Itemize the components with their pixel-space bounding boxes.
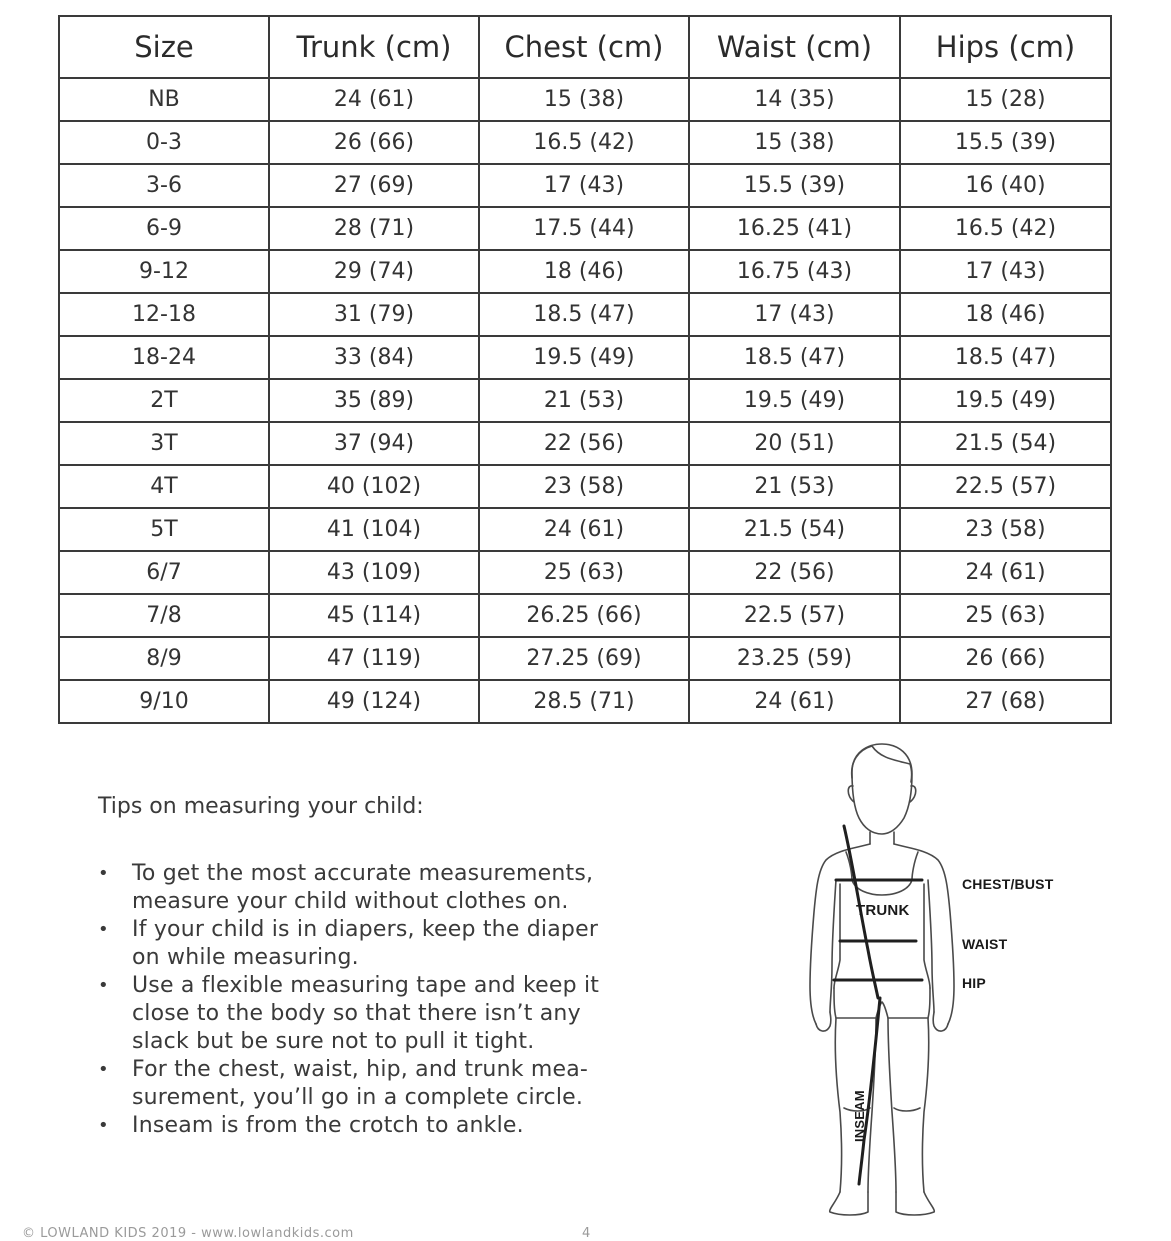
measurement-cell: 43 (109) — [269, 551, 479, 594]
measurement-cell: 19.5 (49) — [900, 379, 1111, 422]
table-row — [59, 465, 1111, 508]
size-cell: NB — [59, 78, 269, 121]
measurement-cell: 17 (43) — [689, 293, 900, 336]
measurement-cell: 23.25 (59) — [689, 637, 900, 680]
measurement-cell: 20 (51) — [689, 422, 900, 465]
measurement-cell: 47 (119) — [269, 637, 479, 680]
size-cell: 0-3 — [59, 121, 269, 164]
measurement-cell: 22 (56) — [689, 551, 900, 594]
measurement-cell: 17 (43) — [479, 164, 689, 207]
header-chest: Chest (cm) — [479, 16, 689, 78]
measurement-cell: 21 (53) — [479, 379, 689, 422]
measurement-cell: 24 (61) — [900, 551, 1111, 594]
measurement-diagram — [760, 740, 1120, 1220]
measurement-cell: 21.5 (54) — [900, 422, 1111, 465]
measurement-cell: 16.75 (43) — [689, 250, 900, 293]
measurement-cell: 18.5 (47) — [900, 336, 1111, 379]
size-chart-header — [59, 16, 1111, 78]
measurement-cell: 19.5 (49) — [479, 336, 689, 379]
chest-bust-label: CHEST/BUST — [962, 876, 1054, 892]
measurement-cell: 24 (61) — [269, 78, 479, 121]
tip-item — [98, 1112, 638, 1140]
tip-line: Use a flexible measuring tape and keep it — [132, 973, 600, 998]
header-hips: Hips (cm) — [900, 16, 1111, 78]
table-row — [59, 680, 1111, 723]
size-cell: 5T — [59, 508, 269, 551]
tip-item — [98, 972, 638, 1056]
footer-copyright: © LOWLAND KIDS 2019 - www.lowlandkids.com — [22, 1226, 354, 1241]
measurement-cell: 15.5 (39) — [900, 121, 1111, 164]
measurement-cell: 26.25 (66) — [479, 594, 689, 637]
table-row — [59, 637, 1111, 680]
measurement-cell: 16.5 (42) — [479, 121, 689, 164]
tip-line: If your child is in diapers, keep the diaper — [132, 917, 599, 942]
measurement-cell: 19.5 (49) — [689, 379, 900, 422]
size-cell: 18-24 — [59, 336, 269, 379]
measurement-cell: 33 (84) — [269, 336, 479, 379]
size-cell: 2T — [59, 379, 269, 422]
bullet-icon: • — [98, 1115, 109, 1136]
tips-heading: Tips on measuring your child: — [98, 794, 424, 819]
measurement-cell: 14 (35) — [689, 78, 900, 121]
table-row — [59, 250, 1111, 293]
measurement-cell: 40 (102) — [269, 465, 479, 508]
size-cell: 9/10 — [59, 680, 269, 723]
size-cell: 12-18 — [59, 293, 269, 336]
measuring-tips — [98, 792, 638, 1140]
tip-line: slack but be sure not to pull it tight. — [132, 1029, 535, 1054]
tip-line: surement, you’ll go in a complete circle. — [132, 1085, 584, 1110]
header-row — [59, 16, 1111, 78]
measurement-cell: 24 (61) — [689, 680, 900, 723]
size-cell: 3T — [59, 422, 269, 465]
page-footer — [22, 1226, 591, 1241]
hip-label: HIP — [962, 975, 986, 991]
table-row — [59, 78, 1111, 121]
measurement-cell: 49 (124) — [269, 680, 479, 723]
size-cell: 7/8 — [59, 594, 269, 637]
waist-label: WAIST — [962, 936, 1008, 952]
table-row — [59, 293, 1111, 336]
measurement-cell: 18.5 (47) — [689, 336, 900, 379]
measurement-cell: 21.5 (54) — [689, 508, 900, 551]
tip-item — [98, 860, 638, 916]
tip-line: To get the most accurate measurements, — [132, 861, 594, 886]
bullet-icon: • — [98, 919, 109, 940]
page-number: 4 — [582, 1226, 591, 1241]
measurement-cell: 21 (53) — [689, 465, 900, 508]
measurement-cell: 15.5 (39) — [689, 164, 900, 207]
size-chart-table — [58, 15, 1112, 724]
tip-line: close to the body so that there isn’t any — [132, 1001, 581, 1026]
header-waist: Waist (cm) — [689, 16, 900, 78]
child-figure-illustration — [760, 740, 1120, 1220]
size-cell: 8/9 — [59, 637, 269, 680]
table-row — [59, 551, 1111, 594]
measurement-cell: 16 (40) — [900, 164, 1111, 207]
measurement-cell: 41 (104) — [269, 508, 479, 551]
measurement-cell: 18 (46) — [479, 250, 689, 293]
table-row — [59, 422, 1111, 465]
measurement-cell: 29 (74) — [269, 250, 479, 293]
tip-item — [98, 1056, 638, 1112]
measurement-cell: 35 (89) — [269, 379, 479, 422]
measurement-cell: 17.5 (44) — [479, 207, 689, 250]
measurement-cell: 18 (46) — [900, 293, 1111, 336]
measurement-cell: 22.5 (57) — [689, 594, 900, 637]
table-row — [59, 164, 1111, 207]
table-row — [59, 594, 1111, 637]
measurement-cell: 23 (58) — [479, 465, 689, 508]
measurement-cell: 22 (56) — [479, 422, 689, 465]
tip-line: measure your child without clothes on. — [132, 889, 569, 914]
tip-item — [98, 916, 638, 972]
measurement-cell: 45 (114) — [269, 594, 479, 637]
size-cell: 9-12 — [59, 250, 269, 293]
measurement-cell: 15 (38) — [689, 121, 900, 164]
table-row — [59, 508, 1111, 551]
measurement-cell: 25 (63) — [479, 551, 689, 594]
measurement-cell: 27 (68) — [900, 680, 1111, 723]
bullet-icon: • — [98, 863, 109, 884]
measurement-cell: 25 (63) — [900, 594, 1111, 637]
tip-line: on while measuring. — [132, 945, 359, 970]
table-row — [59, 207, 1111, 250]
tips-list — [98, 860, 638, 1140]
measurement-cell: 15 (38) — [479, 78, 689, 121]
tip-line: Inseam is from the crotch to ankle. — [132, 1113, 524, 1138]
measurement-cell: 15 (28) — [900, 78, 1111, 121]
inseam-label: INSEAM — [852, 1090, 867, 1142]
measurement-cell: 23 (58) — [900, 508, 1111, 551]
measurement-cell: 31 (79) — [269, 293, 479, 336]
measurement-cell: 16.5 (42) — [900, 207, 1111, 250]
size-chart-body — [59, 78, 1111, 723]
measurement-cell: 37 (94) — [269, 422, 479, 465]
header-trunk: Trunk (cm) — [269, 16, 479, 78]
bullet-icon: • — [98, 1059, 109, 1080]
table-row — [59, 379, 1111, 422]
measurement-cell: 17 (43) — [900, 250, 1111, 293]
measurement-cell: 26 (66) — [269, 121, 479, 164]
bullet-icon: • — [98, 975, 109, 996]
measurement-cell: 27.25 (69) — [479, 637, 689, 680]
measurement-cell: 28.5 (71) — [479, 680, 689, 723]
measurement-cell: 18.5 (47) — [479, 293, 689, 336]
measurement-cell: 27 (69) — [269, 164, 479, 207]
measurement-cell: 24 (61) — [479, 508, 689, 551]
tip-line: For the chest, waist, hip, and trunk mea- — [132, 1057, 589, 1082]
trunk-label: TRUNK — [856, 902, 910, 919]
measurement-cell: 28 (71) — [269, 207, 479, 250]
table-row — [59, 336, 1111, 379]
table-row — [59, 121, 1111, 164]
size-cell: 6-9 — [59, 207, 269, 250]
measurement-cell: 22.5 (57) — [900, 465, 1111, 508]
measurement-cell: 16.25 (41) — [689, 207, 900, 250]
measurement-cell: 26 (66) — [900, 637, 1111, 680]
size-cell: 3-6 — [59, 164, 269, 207]
header-size: Size — [59, 16, 269, 78]
size-cell: 6/7 — [59, 551, 269, 594]
size-cell: 4T — [59, 465, 269, 508]
